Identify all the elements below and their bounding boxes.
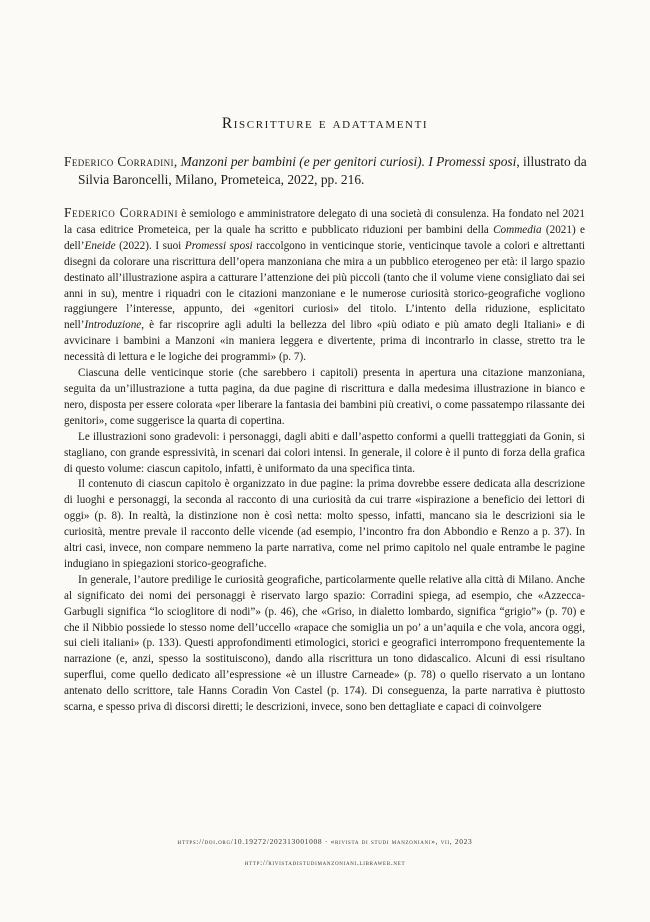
work-title-introduzione: Introduzione bbox=[84, 319, 142, 332]
citation-details: , illustrato da Silvia Baroncelli, Milano, Prometeica, 2022, pp. 216. bbox=[78, 154, 587, 187]
paragraph-1-text-c: (2022). I suoi bbox=[115, 239, 185, 252]
paragraph-1-text-a: è semiologo e amministratore delegato di una società di consulenza. Ha fondato nel 2021 la casa editrice Prometeica, per la quale ha scritto e pubblicato riduzioni per bambini della bbox=[64, 208, 585, 236]
paragraph-1 bbox=[64, 205, 585, 366]
citation-title: Manzoni per bambini (e per genitori curiosi). I Promessi sposi bbox=[180, 154, 517, 169]
paragraph-5: In generale, l’autore predilige le curiosità geografiche, particolarmente quelle relative alla città di Milano. Anche al significato dei nomi dei personaggi è riservato largo spazio: Corradini spiega, ad esempio, che «Azzecca-Garbugli significa “lo scioglitore di nodi”» (p. 46), che «Griso, in dialetto lombardo, significa “grigio”» (p. 70) e che il Nibbio possiede lo stesso nome dell’uccello «rapace che somiglia un po’ a un’aquila e che vola, ancora oggi, sui cieli italiani» (p. 133). Questi approfondimenti etimologici, storici e geografici interrompono frequentemente la narrazione (e, anzi, spesso la sostituiscono), dando alla riscrittura un tono didascalico. Alcuni di essi risultano superflui, come quello dedicato all’espressione «è un illustre Carneade» (p. 78) o quello riservato a un lontano antenato dello scrittore, tale Hanns Coradin Von Castel (p. 174). Di conseguenza, la parte narrativa è piuttosto scarna, e spesso priva di discorsi diretti; le descrizioni, invece, sono ben dettagliate e capaci di coinvolgere bbox=[64, 573, 585, 714]
section-title: Riscritture e adattamenti bbox=[221, 115, 429, 132]
paragraph-1-text-d: raccolgono in venticinque storie, venticinque tavole a colori e altrettanti disegni da colorare una riscrittura dell’opera manzoniana che mira a un pubblico eterogeneo per età: il largo spazio destinato all’illustrazione aspira a catturare l’attenzione dei più piccoli (tanto che il volume viene consigliato dai sei anni in su), mentre i riquadri con le citazioni manzoniane e le numerose curiosità storico-geografiche vogliono raggiungere l’interesse, appunto, dei «genitori curiosi» del titolo. L’intento della riduzione, esplicitato nell’ bbox=[64, 239, 586, 332]
paragraph-1-text-e: , è far riscoprire agli adulti la bellezza del libro «più odiato e più amato degli Italiani» e di avvicinare i bambini a Manzoni «in maniera leggera e divertente, prima di incontrarlo in classe, stretto tra le necessità di lettura e le logiche dei programmi» (p. 7). bbox=[64, 319, 585, 364]
paragraph-3: Le illustrazioni sono gradevoli: i personaggi, dagli abiti e dall’aspetto conformi a quelli tratteggiati da Gonin, si stagliano, con grande espressività, in scenari dai colori intensi. In generale, il colore è il punto di forza della grafica di questo volume: ciascun capitolo, infatti, è uniformato da una specifica tinta. bbox=[64, 430, 585, 475]
paragraph-4: Il contenuto di ciascun capitolo è organizzato in due pagine: la prima dovrebbe essere dedicata alla descrizione di luoghi e personaggi, la seconda al racconto di una curiosità da cui trarre «ispirazione a beneficio dei lettori di oggi» (p. 8). In realtà, la distinzione non è così netta: molto spesso, infatti, mancano sia le descrizioni sia le curiosità, mentre prevale il racconto delle vicende (ad esempio, l’incontro fra don Abbondio e Renzo a p. 37). In altri casi, invece, non compare nemmeno la parte narrativa, come nel primo capitolo nel quale entrambe le pagine indugiano in spiegazioni storico-geografiche. bbox=[64, 478, 585, 570]
review-body bbox=[64, 205, 585, 716]
footer-url-line: http://rivistadistudimanzoniani.libraweb.net bbox=[244, 858, 406, 867]
work-title-eneide: Eneide bbox=[84, 239, 116, 252]
work-title-commedia: Commedia bbox=[493, 223, 542, 236]
citation-separator: , bbox=[173, 154, 181, 169]
paragraph-2: Ciascuna delle venticinque storie (che sarebbero i capitoli) presenta in apertura una citazione manzoniana, seguita da un’illustrazione a tutta pagina, da due pagine di riscrittura e dalla medesima illustrazione in bianco e nero, disposta per essere colorata «per liberare la fantasia dei bambini più creativi, o come passatempo rilassante dei genitori», come suggerisce la quarta di copertina. bbox=[64, 367, 585, 427]
paragraph-lead-author: Federico Corradini bbox=[64, 205, 179, 220]
footer-doi-line: https://doi.org/10.19272/202313001008 · «rivista di studi manzoniani», vii, 2023 bbox=[177, 837, 473, 846]
book-citation bbox=[64, 153, 598, 189]
work-title-promessi-sposi: Promessi sposi bbox=[184, 239, 253, 252]
citation-author: Federico Corradini bbox=[64, 154, 174, 169]
paragraph-1-text-b: (2021) e dell’ bbox=[64, 223, 585, 252]
